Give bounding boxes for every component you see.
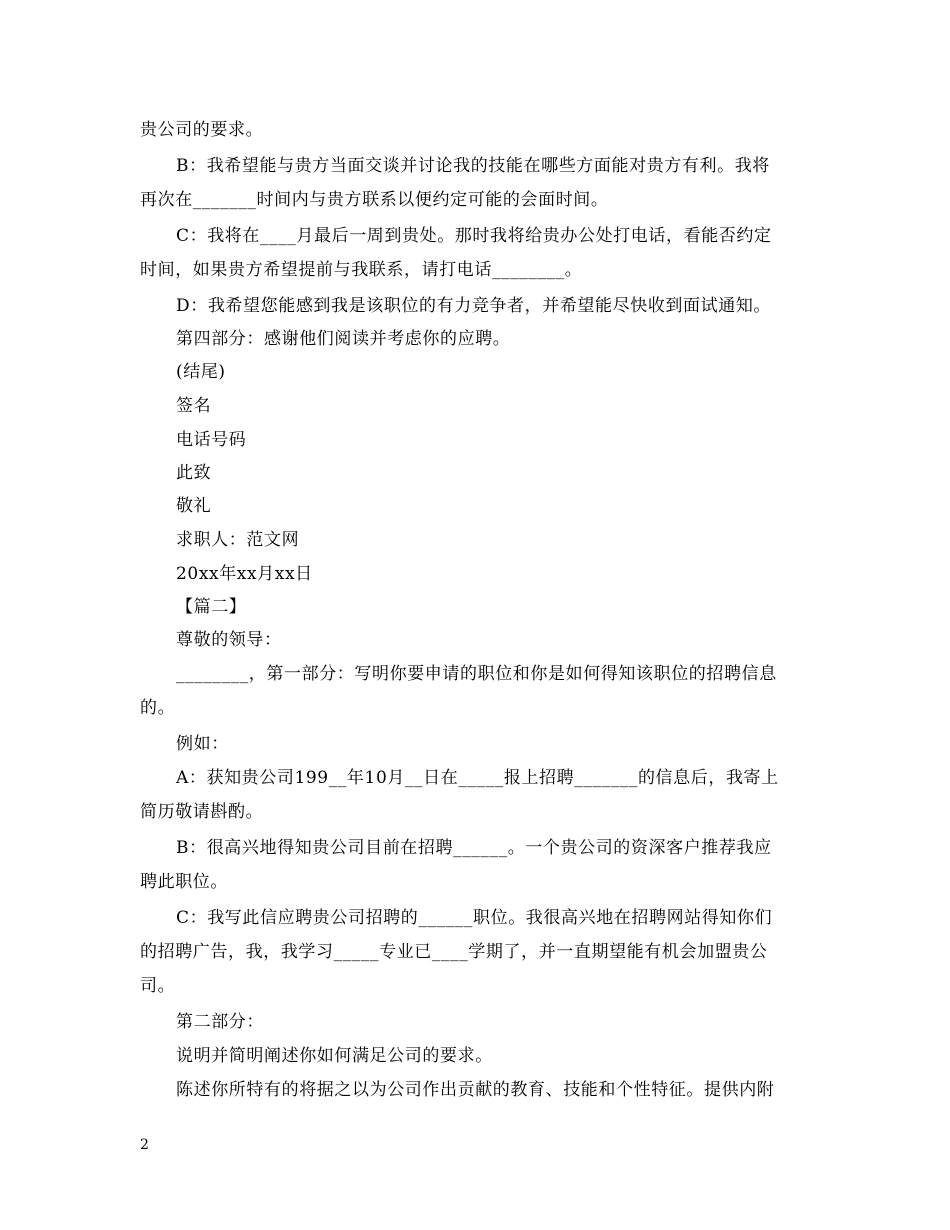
text-line: 第二部分： <box>176 1012 264 1032</box>
text-line: 陈述你所特有的将据之以为公司作出贡献的教育、技能和个性特征。提供内附 <box>176 1080 775 1100</box>
text-line: ________，第一部分：写明你要申请的职位和你是如何得知该职位的招聘信息 <box>176 664 777 684</box>
text-line: B：我希望能与贵方当面交谈并讨论我的技能在哪些方面能对贵方有利。我将 <box>176 156 770 176</box>
text-line: 20xx年xx月xx日 <box>176 564 313 584</box>
text-line: 签名 <box>176 396 212 416</box>
text-line: 说明并简明阐述你如何满足公司的要求。 <box>176 1046 493 1066</box>
section-heading: 【篇二】 <box>176 597 247 617</box>
text-line: 此致 <box>176 463 212 483</box>
text-line: D：我希望您能感到我是该职位的有力竞争者，并希望能尽快收到面试通知。 <box>176 296 772 316</box>
text-line: B：很高兴地得知贵公司目前在招聘______。一个贵公司的资深客户推荐我应 <box>176 838 772 858</box>
text-line: C：我将在____月最后一周到贵处。那时我将给贵办公处打电话，看能否约定 <box>176 226 772 246</box>
salutation: 尊敬的领导： <box>176 630 282 650</box>
text-line: 贵公司的要求。 <box>140 120 264 140</box>
text-line: 敬礼 <box>176 496 212 516</box>
text-line: 聘此职位。 <box>140 872 228 892</box>
text-line: 例如： <box>176 734 229 754</box>
text-line: 再次在_______时间内与贵方联系以便约定可能的会面时间。 <box>140 190 609 210</box>
text-line: 司。 <box>140 976 176 996</box>
text-line: 求职人：范文网 <box>176 530 300 550</box>
text-line: 的。 <box>140 698 176 718</box>
text-line: 电话号码 <box>176 430 247 450</box>
page-number: 2 <box>140 1137 149 1153</box>
text-line: 的招聘广告，我，我学习_____专业已____学期了，并一直期望能有机会加盟贵公 <box>140 942 768 962</box>
text-line: 第四部分：感谢他们阅读并考虑你的应聘。 <box>176 329 511 349</box>
text-line: 简历敬请斟酌。 <box>140 802 264 822</box>
text-line: 时间，如果贵方希望提前与我联系，请打电话________。 <box>140 260 583 280</box>
text-line: C：我写此信应聘贵公司招聘的______职位。我很高兴地在招聘网站得知你们 <box>176 908 773 928</box>
text-line: A：获知贵公司199__年10月__日在_____报上招聘_______的信息后，我寄上 <box>176 768 779 788</box>
text-line: (结尾) <box>176 362 226 382</box>
